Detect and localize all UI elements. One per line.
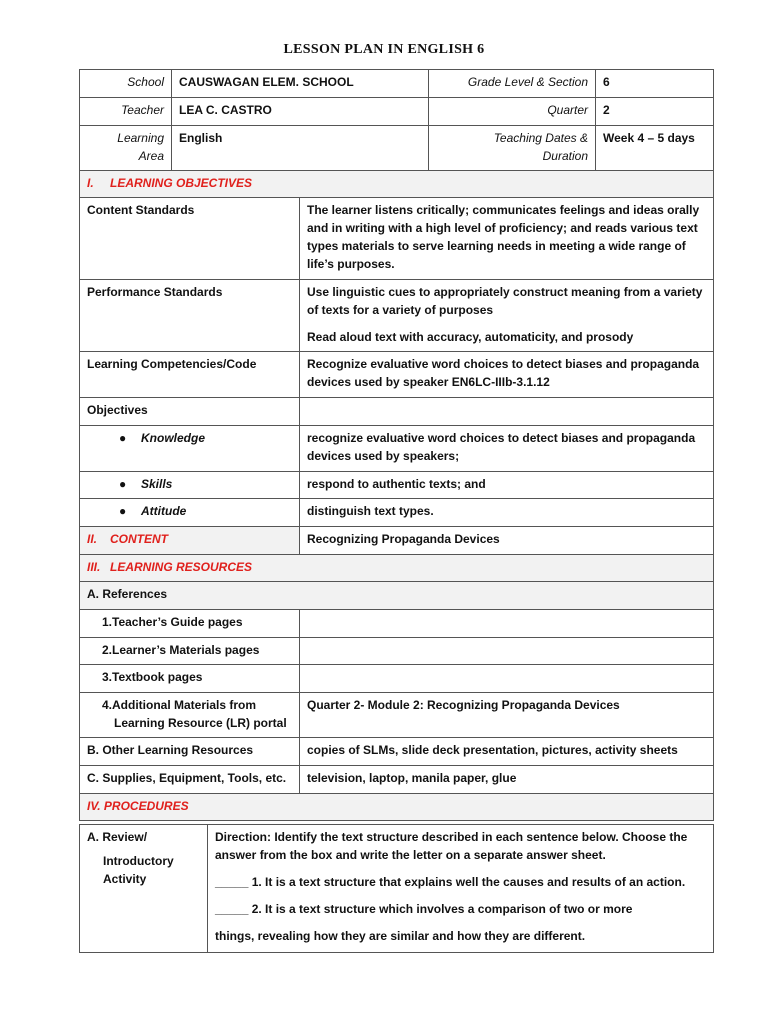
additional-materials-value: Quarter 2- Module 2: Recognizing Propaganda Devices xyxy=(300,693,714,738)
learning-area-label: Learning Area xyxy=(80,126,172,171)
section-learning-resources: III. LEARNING RESOURCES xyxy=(80,555,714,582)
direction-label: Direction: xyxy=(215,830,272,844)
skills-label: ● Skills xyxy=(80,472,300,499)
supplies-value: television, laptop, manila paper, glue xyxy=(300,766,714,794)
teachers-guide-value xyxy=(300,610,714,638)
other-resources-value: copies of SLMs, slide deck presentation, pictures, activity sheets xyxy=(300,738,714,766)
objectives-value xyxy=(300,398,714,426)
grade-label: Grade Level & Section xyxy=(429,70,596,98)
bullet-icon: ● xyxy=(119,477,127,491)
section-procedures: IV. PROCEDURES xyxy=(80,794,714,821)
content-value: Recognizing Propaganda Devices xyxy=(300,527,714,555)
learners-materials-label: 2.Learner’s Materials pages xyxy=(80,638,300,665)
teaching-dates-label: Teaching Dates & Duration xyxy=(429,126,596,171)
review-label: A. Review/ Introductory Activity xyxy=(80,825,208,953)
performance-standards-value: Use linguistic cues to appropriately construct meaning from a variety of texts for a variety of purposes Read aloud text with accuracy, automaticity, and prosody xyxy=(300,280,714,352)
teacher-label: Teacher xyxy=(80,98,172,126)
school-value: CAUSWAGAN ELEM. SCHOOL xyxy=(172,70,429,98)
textbook-value xyxy=(300,665,714,693)
supplies-label: C. Supplies, Equipment, Tools, etc. xyxy=(80,766,300,794)
references-label: A. References xyxy=(80,582,714,610)
procedures-table xyxy=(79,824,714,953)
skills-value: respond to authentic texts; and xyxy=(300,472,714,499)
objectives-label: Objectives xyxy=(80,398,300,426)
content-standards-value: The learner listens critically; communicates feelings and ideas orally and in writing with a high level of proficiency; and reads various text types materials to serve learning needs in meeting a wide range of life’s purposes. xyxy=(300,198,714,280)
teaching-dates-value: Week 4 – 5 days xyxy=(596,126,714,171)
question-item-1: _____ 1. It is a text structure that explains well the causes and results of an action. xyxy=(215,875,686,889)
learners-materials-value xyxy=(300,638,714,665)
attitude-value: distinguish text types. xyxy=(300,499,714,527)
additional-materials-label: 4.Additional Materials from Learning Resource (LR) portal xyxy=(80,693,300,738)
review-direction: Direction: Identify the text structure described in each sentence below. Choose the answer from the box and write the letter on a separate answer sheet. _____ 1. It is a text structure that explains well the causes and results of an action. _____ 2. It is a text structure which involves a comparison of two or more things, revealing how they are similar and how they are different. xyxy=(208,825,714,953)
competencies-label: Learning Competencies/Code xyxy=(80,352,300,398)
competencies-value: Recognize evaluative word choices to detect biases and propaganda devices used by speaker EN6LC-IIIb-3.1.12 xyxy=(300,352,714,398)
bullet-icon: ● xyxy=(119,504,127,518)
question-item-2: _____ 2. It is a text structure which involves a comparison of two or more xyxy=(215,902,633,916)
textbook-label: 3.Textbook pages xyxy=(80,665,300,693)
lesson-table xyxy=(79,170,714,821)
teachers-guide-label: 1.Teacher’s Guide pages xyxy=(80,610,300,638)
attitude-label: ● Attitude xyxy=(80,499,300,527)
other-resources-label: B. Other Learning Resources xyxy=(80,738,300,766)
header-table xyxy=(79,69,714,171)
knowledge-label: ● Knowledge xyxy=(80,426,300,472)
page-title: LESSON PLAN IN ENGLISH 6 xyxy=(283,42,485,57)
performance-standards-label: Performance Standards xyxy=(80,280,300,352)
school-label: School xyxy=(80,70,172,98)
learning-area-value: English xyxy=(172,126,429,171)
teacher-value: LEA C. CASTRO xyxy=(172,98,429,126)
grade-value: 6 xyxy=(596,70,714,98)
quarter-value: 2 xyxy=(596,98,714,126)
content-standards-label: Content Standards xyxy=(80,198,300,280)
quarter-label: Quarter xyxy=(429,98,596,126)
section-learning-objectives: I. LEARNING OBJECTIVES xyxy=(80,171,714,198)
knowledge-value: recognize evaluative word choices to detect biases and propaganda devices used by speakers; xyxy=(300,426,714,472)
section-content: II. CONTENT xyxy=(80,527,300,555)
bullet-icon: ● xyxy=(119,431,127,445)
